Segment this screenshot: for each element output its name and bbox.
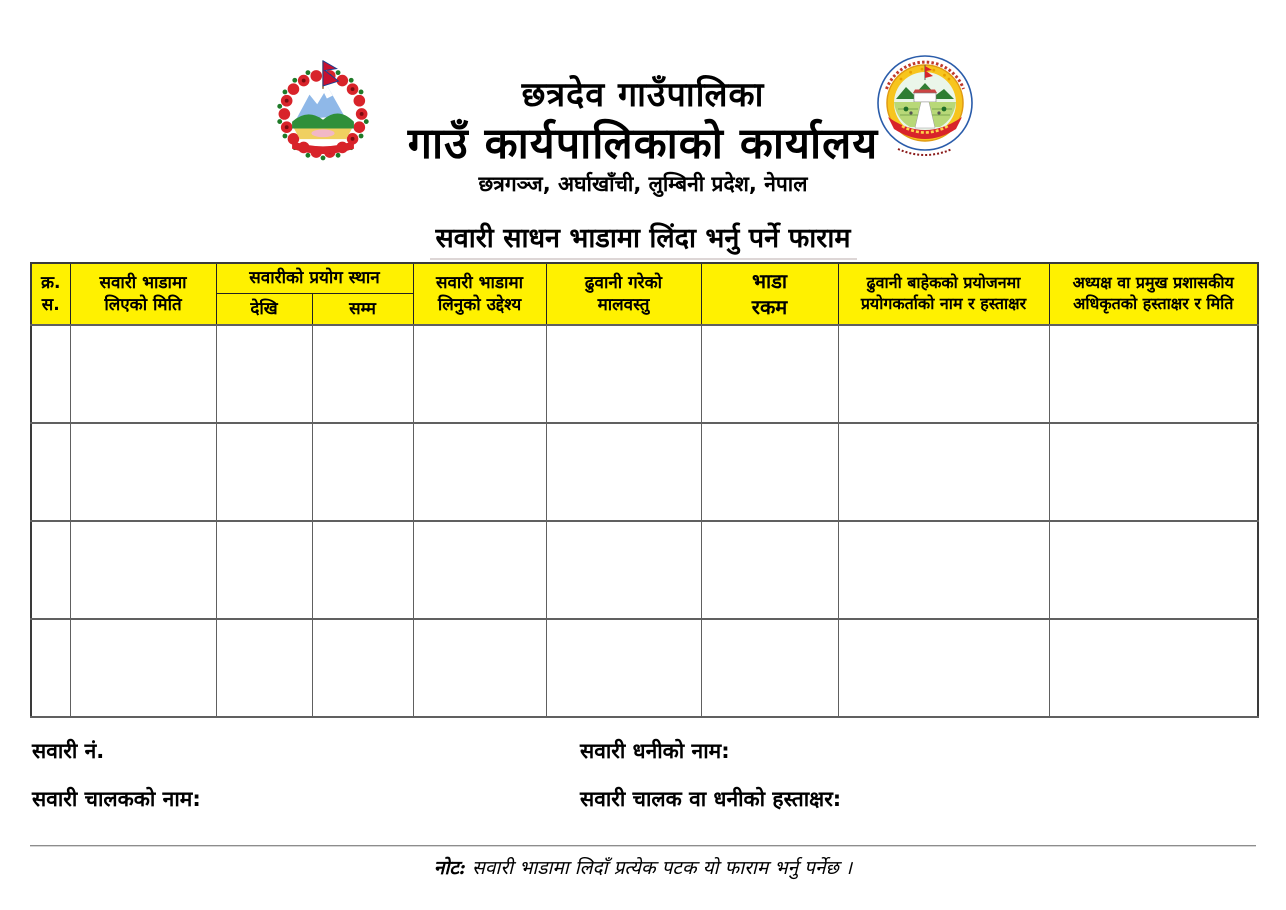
col-header-serial-number	[31, 263, 70, 325]
approver-line2: अधिकृतको हस्ताक्षर र मिति	[1073, 294, 1234, 313]
office-name: गाउँ कार्यपालिकाको कार्यालय	[407, 119, 879, 169]
table-row	[31, 521, 1258, 619]
table-row	[31, 325, 1258, 423]
empty-cell	[838, 619, 1049, 717]
table-row	[31, 423, 1258, 521]
note-label: नोट:	[433, 857, 466, 879]
empty-cell	[1049, 619, 1258, 717]
municipality-name: छत्रदेव गाउँपालिका	[521, 75, 765, 115]
fare-line1: भाडा	[751, 269, 788, 293]
user-line2: प्रयोगकर्ताको नाम र हस्ताक्षर	[860, 294, 1027, 313]
col-header-place-from: देखि	[216, 293, 312, 325]
empty-cell	[31, 325, 70, 423]
driver-name-label: सवारी चालकको नाम:	[32, 787, 201, 811]
form-title-row	[0, 218, 1286, 260]
empty-cell	[70, 619, 216, 717]
table-row	[31, 619, 1258, 717]
empty-cell	[838, 423, 1049, 521]
rent-date-line1: सवारी भाडामा	[99, 272, 187, 293]
empty-cell	[546, 423, 701, 521]
empty-cell	[70, 325, 216, 423]
empty-cell	[413, 619, 546, 717]
purpose-line2: लिनुको उद्देश्य	[437, 295, 522, 315]
empty-cell	[216, 423, 312, 521]
empty-cell	[312, 423, 413, 521]
empty-cell	[413, 521, 546, 619]
empty-cell	[70, 521, 216, 619]
form-title: सवारी साधन भाडामा लिंदा भर्नु पर्ने फाराम	[430, 218, 857, 260]
empty-cell	[312, 619, 413, 717]
approver-line1: अध्यक्ष वा प्रमुख प्रशासकीय	[1072, 273, 1234, 293]
empty-cell	[546, 325, 701, 423]
empty-cell	[216, 521, 312, 619]
empty-cell	[70, 423, 216, 521]
empty-cell	[1049, 423, 1258, 521]
empty-cell	[1049, 521, 1258, 619]
empty-cell	[546, 521, 701, 619]
goods-line2: मालवस्तु	[597, 295, 650, 315]
footer-note	[0, 854, 1286, 880]
empty-cell	[701, 521, 838, 619]
empty-cell	[1049, 325, 1258, 423]
fare-line2: रकम	[751, 295, 788, 319]
user-line1: ढुवानी बाहेकको प्रयोजनमा	[866, 273, 1021, 293]
serial-line1: क्र.	[40, 272, 61, 293]
serial-line2: स.	[41, 295, 60, 315]
col-header-rent-date	[70, 263, 216, 325]
empty-cell	[838, 325, 1049, 423]
empty-cell	[216, 619, 312, 717]
goods-line1: ढुवानी गरेको	[584, 272, 663, 293]
col-header-goods	[546, 263, 701, 325]
empty-cell	[312, 325, 413, 423]
footer-divider-line	[30, 845, 1256, 847]
col-header-purpose	[413, 263, 546, 325]
empty-cell	[838, 521, 1049, 619]
empty-cell	[701, 325, 838, 423]
empty-cell	[216, 325, 312, 423]
empty-cell	[312, 521, 413, 619]
col-header-usage-place-group: सवारीको प्रयोग स्थान	[216, 263, 413, 293]
note-text: सवारी भाडामा लिदाँ प्रत्येक पटक यो फाराम भर्नु पर्नेछ ।	[465, 857, 853, 879]
rent-date-line2: लिएको मिति	[104, 295, 182, 315]
driver-owner-signature-label: सवारी चालक वा धनीको हस्ताक्षर:	[580, 787, 842, 811]
empty-cell	[546, 619, 701, 717]
col-header-fare-amount	[701, 263, 838, 325]
empty-cell	[31, 423, 70, 521]
empty-cell	[701, 619, 838, 717]
col-header-place-to: सम्म	[312, 293, 413, 325]
vehicle-rent-table	[30, 262, 1259, 718]
empty-cell	[31, 521, 70, 619]
empty-cell	[31, 619, 70, 717]
empty-cell	[413, 325, 546, 423]
office-address: छत्रगञ्ज, अर्घाखाँची, लुम्बिनी प्रदेश, नेपाल	[478, 172, 808, 196]
purpose-line1: सवारी भाडामा	[435, 272, 524, 293]
empty-cell	[701, 423, 838, 521]
vehicle-number-label: सवारी नं.	[32, 739, 105, 763]
empty-cell	[413, 423, 546, 521]
col-header-approver-signature	[1049, 263, 1258, 325]
owner-name-label: सवारी धनीको नाम:	[580, 739, 730, 763]
col-header-user-name-signature	[838, 263, 1049, 325]
